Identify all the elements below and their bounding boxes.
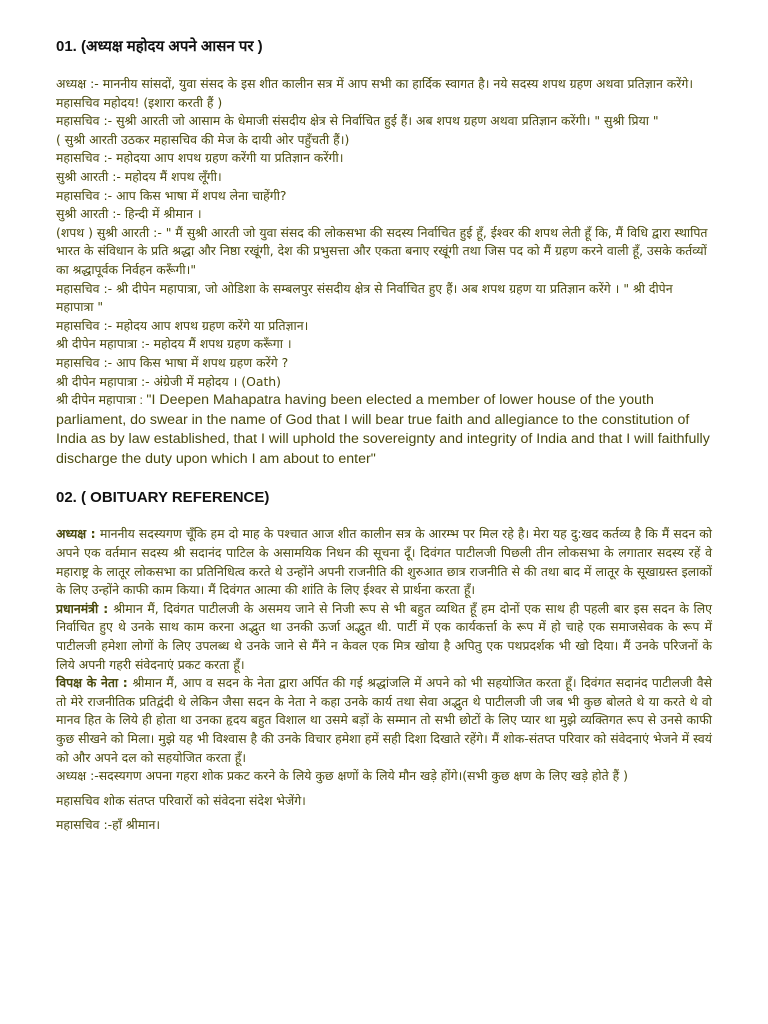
english-oath-paragraph <box>56 391 712 469</box>
speech-line: महासचिव :- श्री दीपेन महापात्रा, जो ओडिशा के सम्बलपुर संसदीय क्षेत्र से निर्वाचित हुए हैं। अब शपथ ग्रहण या प्रतिज्ञान करेंगे । " श्री दीपेन महापात्रा " <box>56 280 673 315</box>
speech-line: ( सुश्री आरती उठकर महासचिव की मेज के दायी ओर पहुँचती हैं।) <box>56 131 350 147</box>
section-1-heading: 01. (अध्यक्ष महोदय अपने आसन पर ) <box>56 38 263 55</box>
oath-speaker: श्री दीपेन महापात्रा : <box>56 393 147 408</box>
speech-line: सुश्री आरती :- हिन्दी में श्रीमान । <box>56 206 202 222</box>
speech-text: श्रीमान मैं, आप व सदन के नेता द्वारा अर्पित की गई श्रद्धांजलि में अपने को भी सहयोजित करता हूँ। दिवंगत सदानंद पाटीलजी वैसे तो मेरे राजनीतिक प्रतिद्वंदी थे लेकिन जैसा सदन के नेता ने कहा उनके कार्य तथा सेवा अद्भुत थे पाटीलजी जी जब भी कुछ बोलते थे या करते थे वो मानव हित के लिये ही होता था उनका हृदय बहुत विशाल था उसमे बड़ों के सम्मान तो सभी छोटों के लिए प्यार था मुझे व्यक्तिगत रूप से उनसे काफी कुछ सीखने को मिला। मुझे यह भी विश्वास है की उनके विचार हमेशा हमें सही दिशा दिखाते रहेंगे। मैं शोक-संतप्त परिवार को संवेदनाएं भेजने में स्वयं को और अपने दल को सहयोजित करता हूँ। <box>56 675 712 765</box>
section-2-body <box>56 525 712 835</box>
speech-line: महासचिव :- महोदया आप शपथ ग्रहण करेंगी या प्रतिज्ञान करेंगी। <box>56 150 344 166</box>
speaker-label: अध्यक्ष : <box>56 526 101 542</box>
speech-line: महासचिव :- महोदय आप शपथ ग्रहण करेंगे या प्रतिज्ञान। <box>56 317 309 333</box>
speech-text: माननीय सदस्यगण चूँकि हम दो माह के पश्चात आज शीत कालीन सत्र के आरम्भ पर मिल रहे है। मेरा यह दु:खद कर्तव्य है कि मैं सदन को अपने एक वर्तमान सदस्य श्री सदानंद पाटिल के असामयिक निधन की सूचना दूँ। दिवंगत पाटीलजी पिछली तीन लोकसभा के लगातार सदस्य रहें वे महाराष्ट्र के लातूर लोकसभा का प्रतिनिधित्व करते थे उन्होंने अपनी राजनीति की शुरुआत छात्र राजनीति से की तथा बाद में लातूर के सूखाग्रस्त इलाकों के लिए उन्होंने काफी काम किया। मैं दिवंगत आत्मा की शांति के लिए ईश्वर से प्रार्थना करता हूँ। <box>56 526 712 598</box>
speech-line: महासचिव :-हाँ श्रीमान। <box>56 817 161 833</box>
speech-line: श्री दीपेन महापात्रा :- महोदय मैं शपथ ग्रहण करूँगा । <box>56 336 292 352</box>
section-2-heading: 02. ( OBITUARY REFERENCE) <box>56 489 270 507</box>
speaker-paragraph <box>56 674 712 767</box>
speech-line: महासचिव :- सुश्री आरती जो आसाम के धेमाजी संसदीय क्षेत्र से निर्वाचित हुई हैं। अब शपथ ग्रहण अथवा प्रतिज्ञान करेंगी। " सुश्री प्रिया " <box>56 113 659 129</box>
speech-text: श्रीमान मैं, दिवंगत पाटीलजी के असमय जाने से निजी रूप से भी बहुत व्यथित हूँ हम दोनों एक साथ ही पहली बार इस सदन के लिए निर्वाचित हुए थे उनके साथ काम करना अद्भुत था उनकी ऊर्जा अद्भुत थी. पार्टी में एक कार्यकर्त्ता के रूप में हो चाहे एक समाजसेवक के रूप में पाटीलजी हमेशा लोगों के लिए उपलब्ध थे उनके जाने से मैंने न केवल एक मित्र खोया है अपितु एक पथप्रदर्शक भी खो दिया। मैं उनके परिजनों के लिये अपनी गहरी संवेदनाएं प्रकट करता हूँ। <box>56 600 712 672</box>
speech-line: अध्यक्ष :- माननीय सांसदों, युवा संसद के इस शीत कालीन सत्र में आप सभी का हार्दिक स्वागत है। नये सदस्य शपथ ग्रहण अथवा प्रतिज्ञान करेंगे। <box>56 76 694 91</box>
speaker-paragraph <box>56 525 712 599</box>
speech-line: महासचिव शोक संतप्त परिवारों को संवेदना संदेश भेजेंगे। <box>56 792 306 808</box>
speaker-label: विपक्ष के नेता : <box>56 675 133 691</box>
speech-line: श्री दीपेन महापात्रा :- अंग्रेजी में महोदय । (Oath) <box>56 373 281 389</box>
speech-line: महासचिव :- आप किस भाषा में शपथ ग्रहण करेंगे ? <box>56 354 289 370</box>
section-1-body <box>56 75 712 469</box>
speaker-paragraph <box>56 600 712 674</box>
oath-text: "I Deepen Mahapatra having been elected a member of lower house of the youth parliament, do swear in the name of God that I will bear true faith and allegiance to the constitution of India as by law established, that I will uphold the sovereignty and integrity of India and that I will faithfully discharge the duty upon which I am about to enter" <box>56 392 710 467</box>
speech-line: (शपथ ) सुश्री आरती :- " मैं सुश्री आरती जो युवा संसद की लोकसभा की सदस्य निर्वाचित हुई हूँ, ईश्वर की शपथ लेती हूँ कि, मैं विधि द्वारा स्थापित भारत के संविधान के प्रति श्रद्धा और निष्ठा रखूंगी, देश की प्रभुसत्ता और एकता बनाए रखूंगी तथा जिस पद को मैं ग्रहण करने वाली हूँ, उसके कर्तव्यों का श्रद्धापूर्वक निर्वहन करूँगी।" <box>56 224 708 277</box>
speech-line: महासचिव महोदय! (इशारा करती हैं ) <box>56 94 223 110</box>
speaker-label: प्रधानमंत्री : <box>56 600 114 616</box>
speech-line: सुश्री आरती :- महोदय मैं शपथ लूँगी। <box>56 168 222 184</box>
speech-line: महासचिव :- आप किस भाषा में शपथ लेना चाहेंगी? <box>56 187 287 203</box>
speech-line: अध्यक्ष :-सदस्यगण अपना गहरा शोक प्रकट करने के लिये कुछ क्षणों के लिये मौन खड़े होंगे।(सभी कुछ क्षण के लिए खड़े होते हैं ) <box>56 768 628 784</box>
